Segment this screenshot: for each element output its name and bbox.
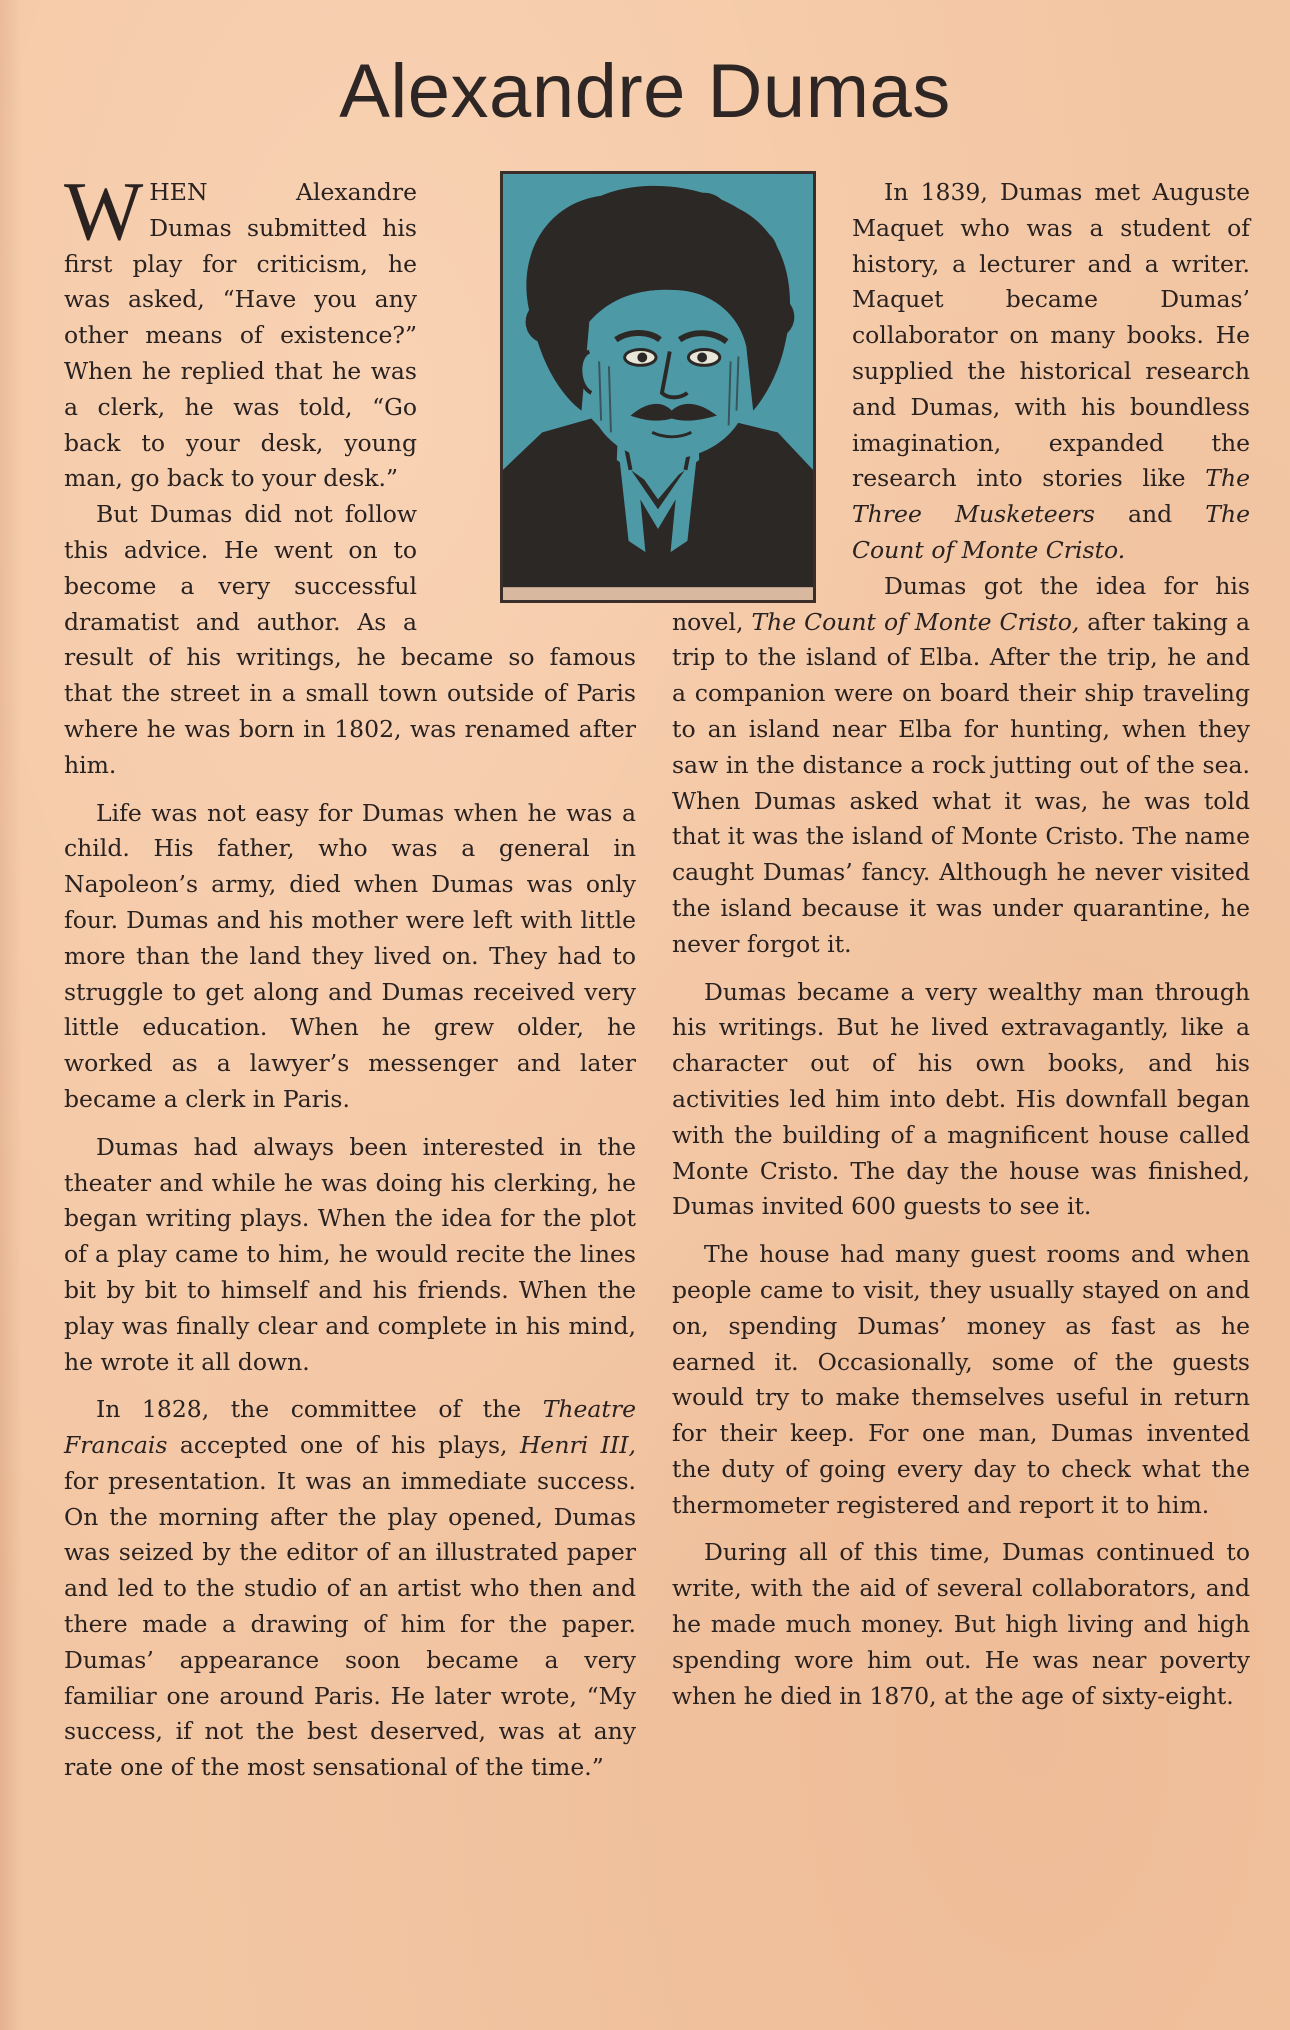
left-column — [64, 165, 636, 1786]
paragraph-monte-cristo-part-b: after taking a trip to the island of Elba. After the trip, he and a companion were on board their ship traveling to an island near Elba for hunting, when they saw in the distance a rock jutting out of the sea. When Dumas asked what it was, he was told that it was the island of Monte Cristo. The name caught Dumas’ fancy. Although he never visited the island because it was under quarantine, he never forgot it. — [672, 607, 1250, 958]
theatre-francais-title: Theatre Francais — [64, 1395, 636, 1460]
right-column — [672, 175, 1250, 1714]
paragraph-1828-part-b: accepted one of his plays, — [167, 1431, 520, 1460]
page-title: Alexandre Dumas — [339, 49, 951, 134]
paragraph-monte-cristo-part-a: Dumas got the idea for his novel, — [672, 571, 1250, 636]
three-musketeers-title: The Three Musketeers — [852, 464, 1250, 529]
paragraph-maquet-and: and — [1094, 500, 1206, 529]
portrait-spacer-right — [672, 175, 844, 570]
paragraph-maquet-text: In 1839, Dumas met Auguste Maquet who was a student of history, a lecturer and a writer. Maquet became Dumas’ collaborator on many books. He supplied the historical research and Dumas, with his boundless imagination, expanded the research into stories like — [852, 178, 1250, 493]
monte-cristo-title-2: The Count of Monte Cristo, — [751, 607, 1080, 636]
paragraph-guests: The house had many guest rooms and when people came to visit, they usually stayed on and on, spending Dumas’ money as fast as he earned it. Occasionally, some of the guests would try to make themselves useful in return for their keep. For one man, Dumas invented the duty of going every day to check what the thermometer registered and report it to him. — [672, 1240, 1250, 1519]
paragraph-advice: But Dumas did not follow this advice. He went on to become a very successful dramatist and author. As a result of his writings, he became so famous that the street in a small town outside of Paris where he was born in 1802, was renamed after him. — [64, 500, 636, 779]
paragraph-1828-part-a: In 1828, the committee of the — [96, 1395, 543, 1424]
paragraph-childhood: Life was not easy for Dumas when he was a child. His father, who was a general in Napoleon’s army, died when Dumas was only four. Dumas and his mother were left with little more than the land they lived on. They had to struggle to get along and Dumas received very little education. When he grew older, he worked as a lawyer’s messenger and later became a clerk in Paris. — [64, 798, 636, 1113]
paragraph-death: During all of this time, Dumas continued to write, with the aid of several collaborators, and he made much money. But high living and high spending wore him out. He was near poverty when he died in 1870, at the age of sixty-eight. — [672, 1538, 1250, 1710]
drop-cap: W — [64, 165, 144, 258]
henri-iii-title: Henri III, — [519, 1431, 636, 1460]
monte-cristo-title: The Count of Monte Cristo. — [852, 500, 1250, 564]
paragraph-1828 — [64, 1392, 636, 1786]
paragraph-1828-part-c: for presentation. It was an immediate success. On the morning after the play opened, Dumas was seized by the editor of an illustrated paper and led to the studio of an artist who then and there made a drawing of him for the paper. Dumas’ appearance soon became a very familiar one around Paris. He later wrote, “My success, if not the best deserved, was at any rate one of the most sensational of the time.” — [64, 1466, 636, 1782]
paragraph-wealth: Dumas became a very wealthy man through his writings. But he lived extravagantly, like a character out of his own books, and his activities led him into debt. His downfall began with the building of a magnificent house called Monte Cristo. The day the house was finished, Dumas invited 600 guests to see it. — [672, 977, 1250, 1221]
portrait-spacer-left — [431, 175, 636, 607]
paragraph-monte-cristo — [672, 569, 1250, 963]
paragraph-intro-text: HEN Alexandre Dumas submitted his first play for criticism, he was asked, “Have you any other means of existence?” When he replied that he was a clerk, he was told, “Go back to your desk, young man, go back to your desk.” — [64, 178, 417, 493]
paragraph-theater: Dumas had always been interested in the theater and while he was doing his clerking, he began writing plays. When the idea for the plot of a play came to him, he would recite the lines bit by bit to himself and his friends. When the play was finally clear and complete in his mind, he wrote it all down. — [64, 1132, 636, 1376]
